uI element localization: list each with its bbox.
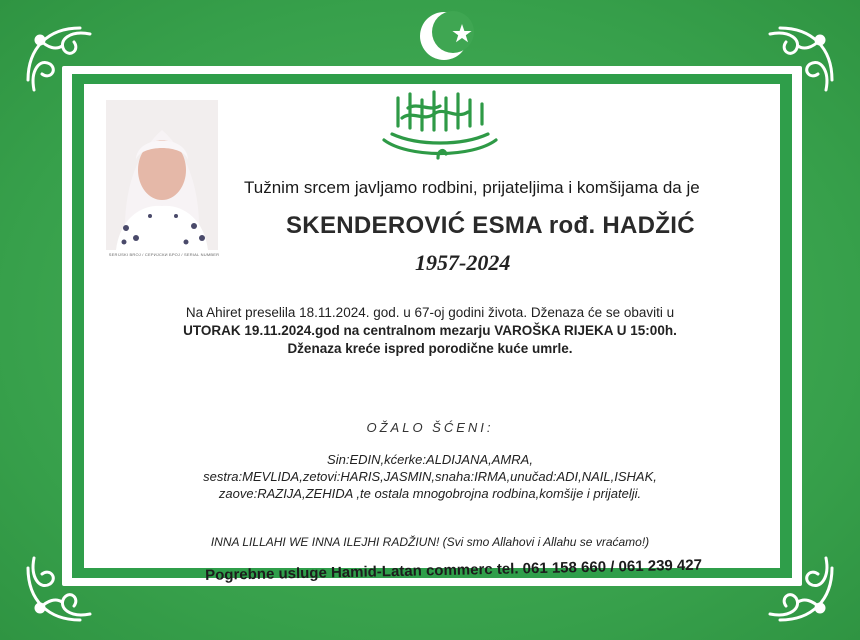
prayer-text: INNA LILLAHI WE INNA ILEJHI RADŽIUN! (Svi smo Allahovi i Allahu se vraćamo!) (210, 535, 650, 549)
crescent-star-icon (418, 6, 478, 66)
funeral-service-footer: Pogrebne usluge Hamid-Latan commerc tel. 061 158 660 / 061 239 427 (205, 556, 703, 584)
mourners-heading: OŽALO ŠĆENI: (366, 420, 494, 435)
life-years: 1957-2024 (415, 250, 511, 275)
photo-caption: SERIJSKI BROJ / СЕРИЈСКИ БРОЈ / SERIAL NUMBER (108, 252, 220, 257)
mourners-line-2: sestra:MEVLIDA,zetovi:HARIS,JASMIN,snaha:IRMA,unučad:ADI,NAIL,ISHAK, (203, 469, 657, 484)
intro-text: Tužnim srcem javljamo rodbini, prijateljima i komšijama da je (244, 178, 700, 197)
deceased-name: SKENDEROVIĆ ESMA rođ. HADŽIĆ (286, 212, 695, 239)
portrait-photo (106, 100, 218, 250)
arabic-calligraphy-icon (378, 88, 502, 164)
announcement-line-3: Dženaza kreće ispred porodične kuće umrle. (287, 341, 573, 356)
announcement-line-2: UTORAK 19.11.2024.god na centralnom mezarju VAROŠKA RIJEKA U 15:00h. (183, 323, 677, 338)
portrait-icon (106, 100, 218, 250)
mourners-line-3: zaove:RAZIJA,ZEHIDA ,te ostala mnogobrojna rodbina,komšije i prijatelji. (218, 486, 642, 501)
mourners-line-1: Sin:EDIN,kćerke:ALDIJANA,AMRA, (327, 452, 533, 467)
announcement-line-1: Na Ahiret preselila 18.11.2024. god. u 67-oj godini života. Dženaza će se obaviti u (185, 305, 675, 320)
